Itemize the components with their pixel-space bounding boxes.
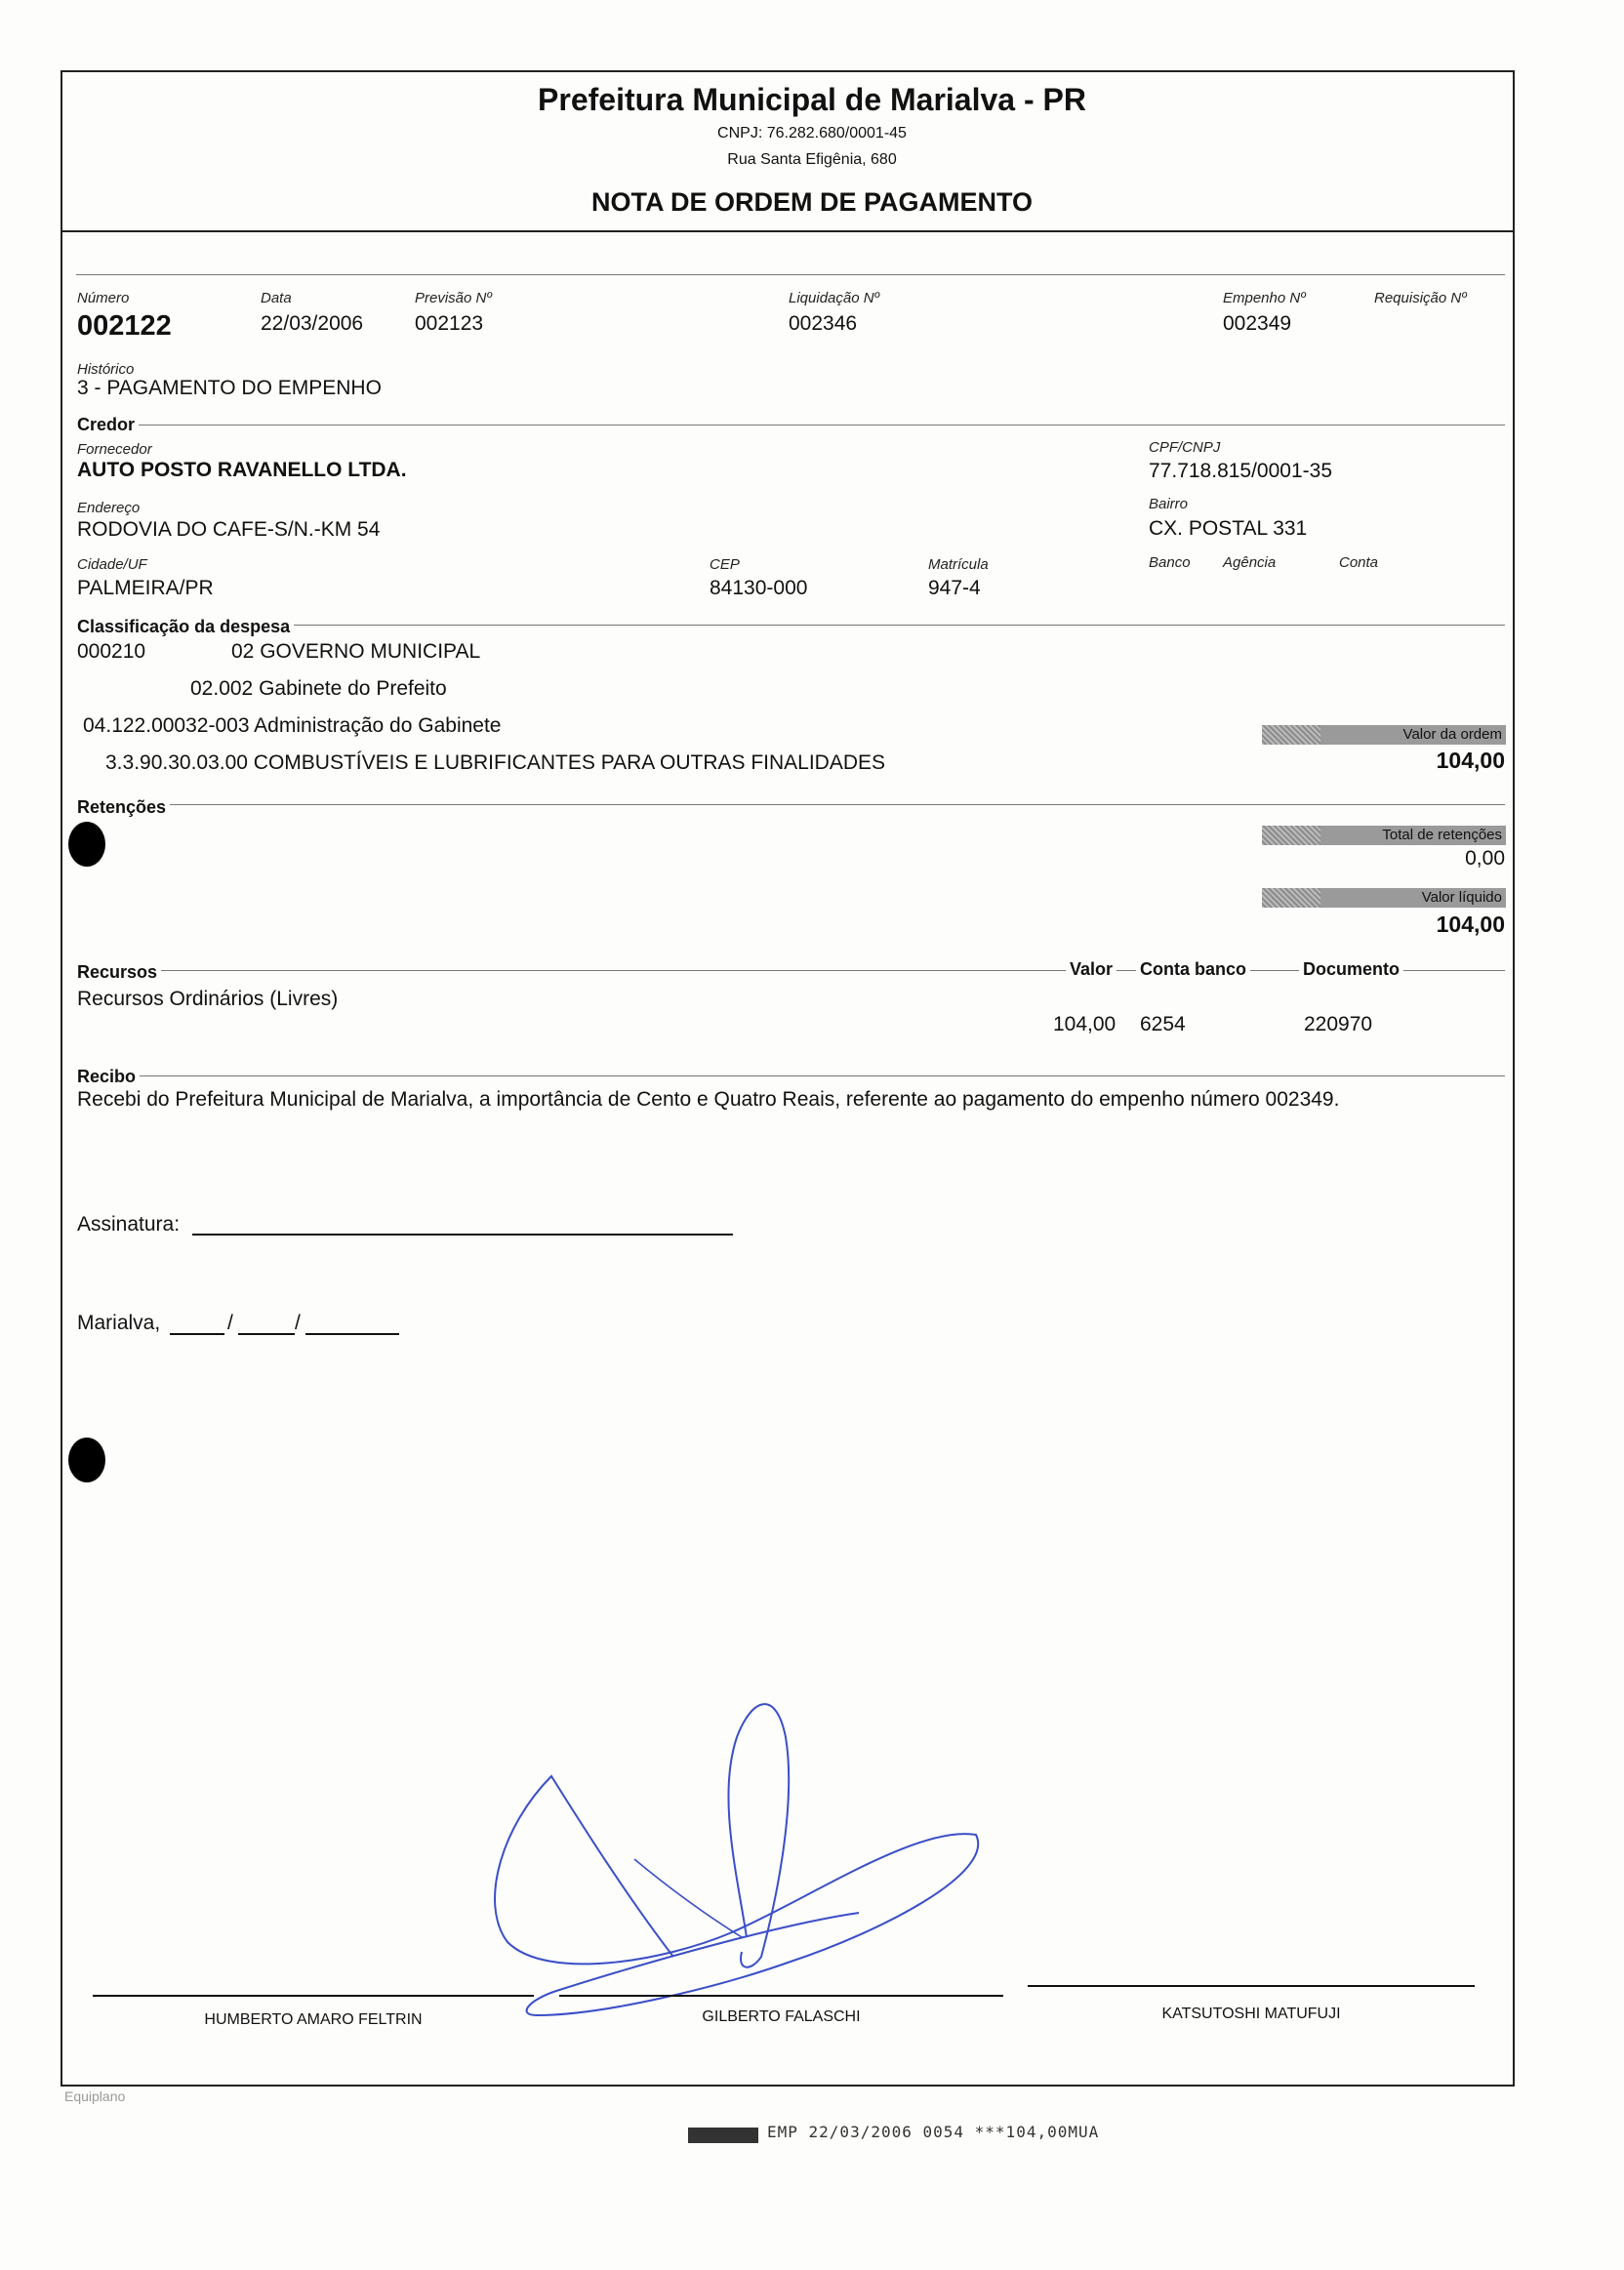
punch-hole-top xyxy=(68,822,105,867)
bar-hatch xyxy=(1262,826,1320,845)
recursos-valor-header: Valor xyxy=(1066,959,1116,980)
signature-line-right xyxy=(1028,1985,1475,1987)
empenho-value: 002349 xyxy=(1223,312,1292,335)
liquidacao-value: 002346 xyxy=(789,312,858,335)
credor-rule xyxy=(77,425,1505,426)
banco-label: Banco xyxy=(1149,554,1191,571)
classificacao-programa: 04.122.00032-003 Administração do Gabinete xyxy=(83,714,502,737)
recursos-rule xyxy=(77,970,1505,971)
bairro-label: Bairro xyxy=(1149,496,1189,512)
recibo-section-title: Recibo xyxy=(77,1067,140,1087)
bar-hatch xyxy=(1262,725,1320,745)
bar-hatch xyxy=(1262,888,1320,908)
numero-value: 002122 xyxy=(77,310,172,342)
empenho-label: Empenho Nº xyxy=(1223,290,1306,306)
historico-value: 3 - PAGAMENTO DO EMPENHO xyxy=(77,377,382,399)
classificacao-code: 000210 xyxy=(77,640,146,663)
software-credit: Equiplano xyxy=(64,2088,126,2104)
numero-label: Número xyxy=(77,290,130,306)
date-slash-2: / xyxy=(295,1312,301,1334)
historico-label: Histórico xyxy=(77,361,135,378)
recursos-documento: 220970 xyxy=(1304,1013,1373,1035)
total-retencoes-bar xyxy=(1262,826,1506,845)
recursos-section-title: Recursos xyxy=(77,962,161,983)
cep-value: 84130-000 xyxy=(710,577,808,599)
bairro-value: CX. POSTAL 331 xyxy=(1149,517,1308,540)
signature-line-left xyxy=(93,1995,534,1997)
data-label: Data xyxy=(261,290,292,306)
recibo-rule xyxy=(77,1075,1505,1076)
recursos-valor: 104,00 xyxy=(1053,1013,1116,1035)
signatory-right: KATSUTOSHI MATUFUJI xyxy=(1161,2006,1341,2022)
total-retencoes-value: 0,00 xyxy=(1465,847,1505,870)
retencoes-section-title: Retenções xyxy=(77,797,170,818)
previsao-value: 002123 xyxy=(415,312,484,335)
recursos-documento-header: Documento xyxy=(1299,959,1403,980)
handwritten-signature xyxy=(468,1679,995,2040)
assinatura-label: Assinatura: xyxy=(77,1213,181,1236)
valor-liquido-bar xyxy=(1262,888,1506,908)
header-divider xyxy=(61,230,1515,232)
fornecedor-label: Fornecedor xyxy=(77,441,152,458)
cnpj-text: CNPJ: 76.282.680/0001-45 xyxy=(717,125,907,142)
classificacao-orgao: 02 GOVERNO MUNICIPAL xyxy=(231,640,481,663)
recursos-descricao: Recursos Ordinários (Livres) xyxy=(77,988,339,1010)
fields-top-rule xyxy=(76,274,1505,275)
date-slash-1: / xyxy=(227,1312,233,1334)
bank-stamp-text: EMP 22/03/2006 0054 ***104,00MUA xyxy=(767,2123,1100,2141)
liquidacao-label: Liquidação Nº xyxy=(789,290,880,306)
credor-section-title: Credor xyxy=(77,415,139,435)
previsao-label: Previsão Nº xyxy=(415,290,492,306)
endereco-label: Endereço xyxy=(77,500,141,516)
cpf-label: CPF/CNPJ xyxy=(1149,439,1221,456)
recibo-text: Recebi do Prefeitura Municipal de Marialva, a importância de Cento e Quatro Reais, referente ao pagamento do empenho número 002349. xyxy=(77,1088,1340,1111)
valor-ordem-value: 104,00 xyxy=(1436,748,1505,773)
classificacao-unidade: 02.002 Gabinete do Prefeito xyxy=(190,677,447,700)
cidade-value: PALMEIRA/PR xyxy=(77,577,214,599)
recursos-conta-header: Conta banco xyxy=(1136,959,1250,980)
conta-label: Conta xyxy=(1339,554,1379,571)
cpf-value: 77.718.815/0001-35 xyxy=(1149,460,1333,482)
local-data-label: Marialva, xyxy=(77,1312,161,1334)
assinatura-line xyxy=(192,1234,733,1236)
date-day-line xyxy=(170,1333,224,1335)
valor-liquido-value: 104,00 xyxy=(1436,912,1505,937)
address-text: Rua Santa Efigênia, 680 xyxy=(727,151,897,168)
fornecedor-value: AUTO POSTO RAVANELLO LTDA. xyxy=(77,459,407,481)
page-title: Prefeitura Municipal de Marialva - PR xyxy=(538,82,1086,117)
cidade-label: Cidade/UF xyxy=(77,556,147,573)
matricula-value: 947-4 xyxy=(928,577,981,599)
bank-stamp-logo xyxy=(688,2128,758,2143)
classificacao-elemento: 3.3.90.30.03.00 COMBUSTÍVEIS E LUBRIFICANTES PARA OUTRAS FINALIDADES xyxy=(105,751,886,774)
signature-line-center xyxy=(559,1995,1003,1997)
valor-liquido-label: Valor líquido xyxy=(1421,889,1502,906)
valor-ordem-label: Valor da ordem xyxy=(1402,726,1502,743)
recursos-conta: 6254 xyxy=(1140,1013,1186,1035)
classificacao-section-title: Classificação da despesa xyxy=(77,617,294,637)
matricula-label: Matrícula xyxy=(928,556,989,573)
document-title: NOTA DE ORDEM DE PAGAMENTO xyxy=(590,187,1033,217)
requisicao-label: Requisição Nº xyxy=(1374,290,1467,306)
date-month-line xyxy=(238,1333,295,1335)
cep-label: CEP xyxy=(710,556,740,573)
signatory-center: GILBERTO FALASCHI xyxy=(702,2008,861,2025)
punch-hole-bottom xyxy=(68,1438,105,1482)
retencoes-rule xyxy=(77,804,1505,805)
valor-ordem-bar xyxy=(1262,725,1506,745)
endereco-value: RODOVIA DO CAFE-S/N.-KM 54 xyxy=(77,518,381,541)
data-value: 22/03/2006 xyxy=(261,312,364,335)
signatory-left: HUMBERTO AMARO FELTRIN xyxy=(204,2011,423,2028)
total-retencoes-label: Total de retenções xyxy=(1382,827,1502,843)
agencia-label: Agência xyxy=(1223,554,1277,571)
date-year-line xyxy=(305,1333,399,1335)
